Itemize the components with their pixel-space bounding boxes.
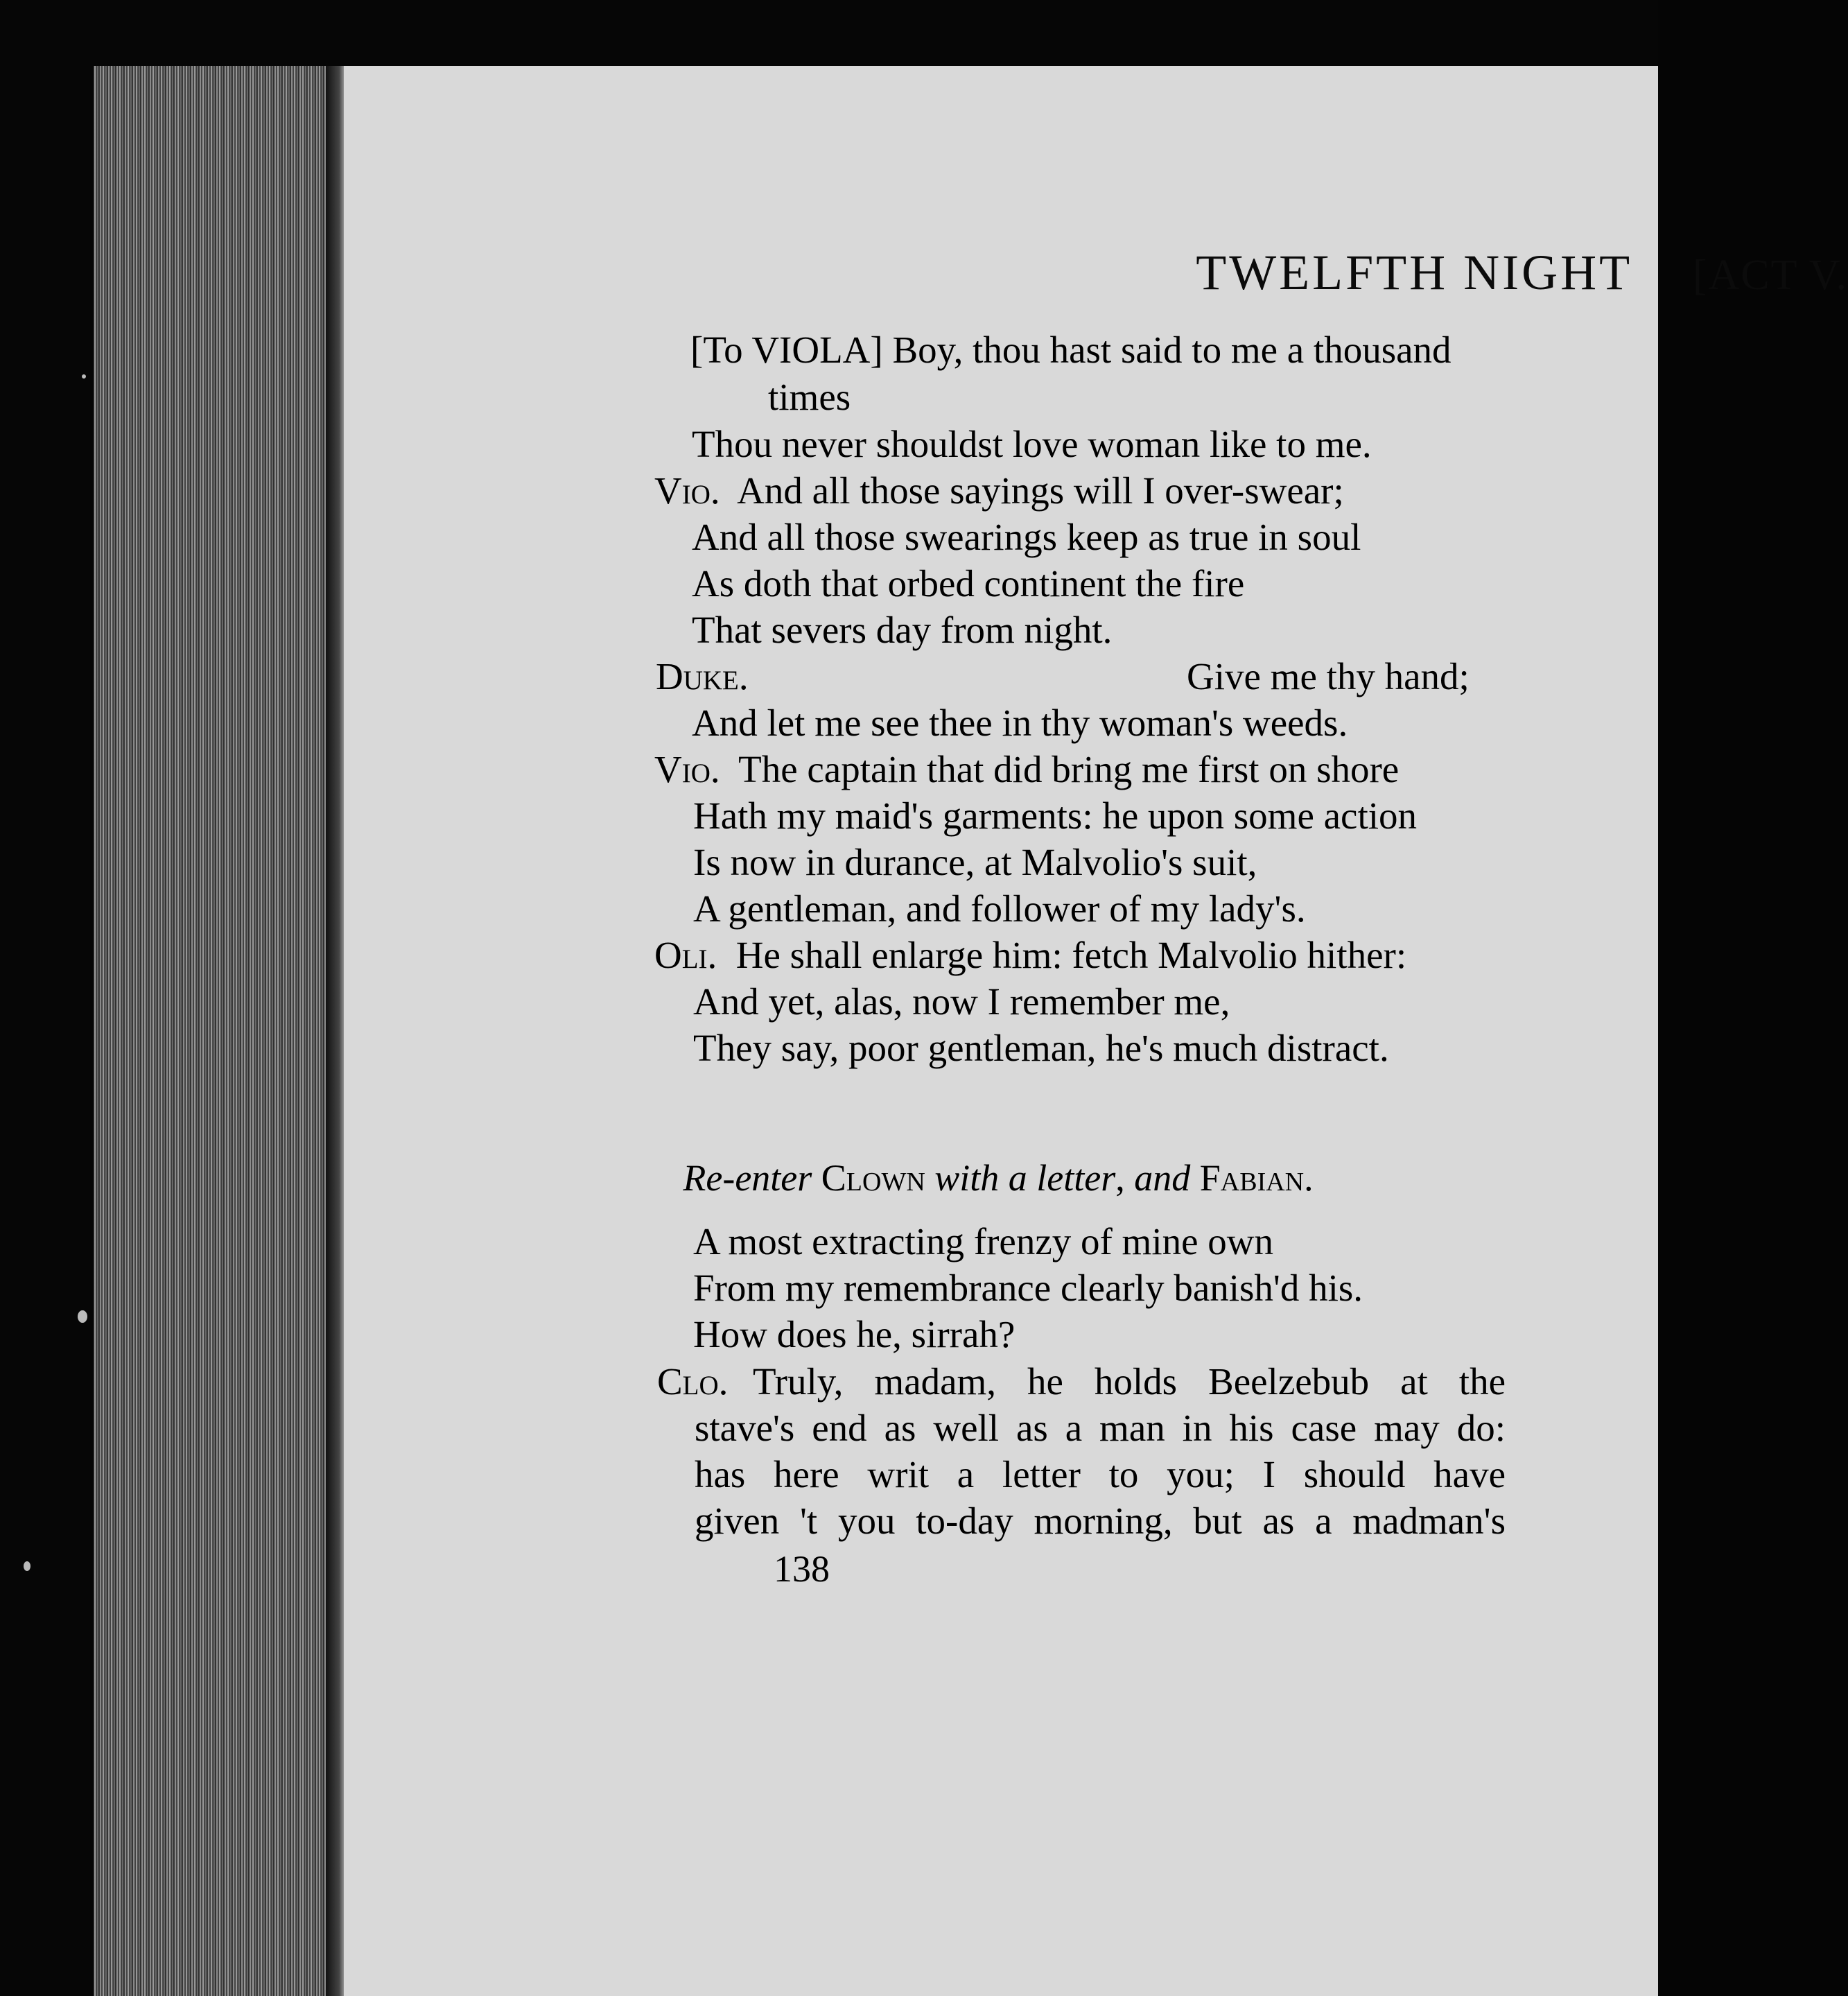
verse-line: How does he, sirrah? [693, 1313, 1015, 1355]
verse-line: And let me see thee in thy woman's weeds. [692, 702, 1348, 744]
verse-line [656, 654, 749, 700]
verse-line: A gentleman, and follower of my lady's. [693, 887, 1306, 930]
speaker-name: Duke. [656, 655, 749, 697]
verse-line: From my remembrance clearly banish'd his. [693, 1267, 1363, 1309]
page-number: 138 [774, 1548, 830, 1590]
running-header [822, 245, 1848, 300]
prose-line: Truly, madam, he holds Beelzebub at the [753, 1360, 1506, 1403]
prose-line: given 't you to-day morning, but as a madman's [695, 1500, 1506, 1542]
speaker-name: Clo. [657, 1360, 729, 1403]
book-page-edges [94, 66, 343, 1996]
act-label: [ACT V. [1692, 252, 1848, 299]
play-title: TWELFTH NIGHT [1196, 245, 1632, 300]
speaker-name: Vio. [654, 469, 720, 512]
verse-line: They say, poor gentleman, he's much distract. [693, 1027, 1389, 1069]
verse-line: A most extracting frenzy of mine own [693, 1220, 1274, 1262]
verse-line: That severs day from night. [692, 609, 1113, 651]
verse-line-continuation: Give me thy hand; [1187, 655, 1470, 697]
verse-line: Vio. And all those sayings will I over-swear; [654, 469, 1344, 512]
verse-line: As doth that orbed continent the fire [692, 562, 1245, 605]
verse-line: times [768, 376, 851, 418]
verse-line: [To VIOLA] Boy, thou hast said to me a thousand [690, 329, 1452, 371]
scan-speck [78, 1310, 87, 1323]
scan-speck [24, 1561, 30, 1571]
prose-line: stave's end as well as a man in his case may do: [695, 1407, 1506, 1449]
verse-line: And all those swearings keep as true in soul [692, 516, 1361, 558]
verse-line: Oli. He shall enlarge him: fetch Malvolio hither: [654, 934, 1407, 976]
scan-speck [82, 374, 86, 379]
speaker-name: Oli. [654, 934, 717, 976]
verse-line: Hath my maid's garments: he upon some action [693, 795, 1418, 837]
prose-line: has here writ a letter to you; I should have [695, 1453, 1506, 1495]
stage-direction: Re-enter Clown with a letter, and Fabian. [683, 1157, 1314, 1199]
verse-line: And yet, alas, now I remember me, [693, 980, 1230, 1023]
speaker-name: Vio. [654, 748, 720, 790]
verse-line: Is now in durance, at Malvolio's suit, [693, 841, 1257, 883]
verse-line: Vio. The captain that did bring me first on shore [654, 748, 1400, 790]
verse-line: Thou never shouldst love woman like to me. [692, 423, 1372, 465]
